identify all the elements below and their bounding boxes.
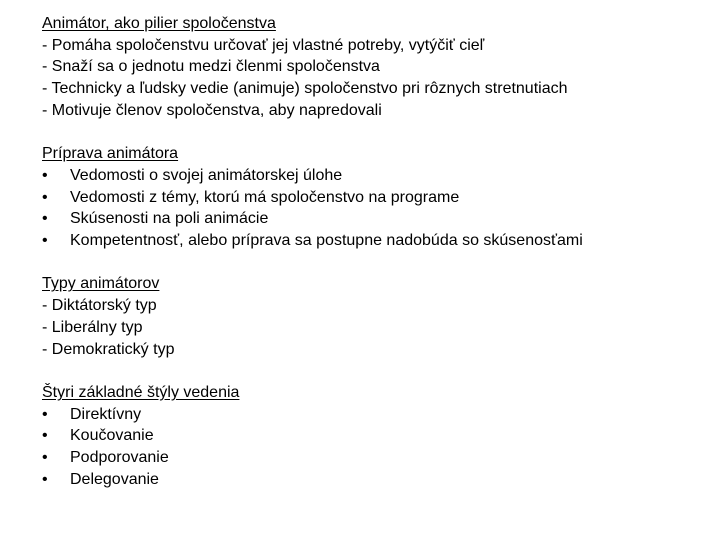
list-item — [42, 187, 712, 209]
section-animator-preparation — [42, 143, 712, 252]
document-page — [42, 13, 712, 512]
list-item-text: Podporovanie — [70, 449, 169, 467]
bullet-icon: • — [42, 188, 48, 206]
list-item: - Motivuje členov spoločenstva, aby napredovali — [42, 101, 382, 119]
list-item-text: Delegovanie — [70, 470, 159, 488]
list-item-text: Direktívny — [70, 405, 142, 423]
list-item-text: Kompetentnosť, alebo príprava sa postupne nadobúda so skúsenosťami — [70, 232, 583, 250]
list-item: - Pomáha spoločenstvu určovať jej vlastné potreby, vytýčiť cieľ — [42, 36, 485, 54]
bullet-icon: • — [42, 449, 48, 467]
section-leadership-styles — [42, 382, 712, 491]
list-item-text: Skúsenosti na poli animácie — [70, 210, 269, 228]
list-item: - Diktátorský typ — [42, 297, 157, 315]
section-heading: Typy animátorov — [42, 275, 160, 293]
list-item — [42, 404, 712, 426]
list-item: - Liberálny typ — [42, 318, 143, 336]
list-item: - Demokratický typ — [42, 340, 175, 358]
list-item: - Snaží sa o jednotu medzi členmi spoločenstva — [42, 58, 380, 76]
bullet-icon: • — [42, 405, 48, 423]
bullet-icon: • — [42, 470, 48, 488]
list-item — [42, 425, 712, 447]
list-item — [42, 165, 712, 187]
list-item-text: Vedomosti o svojej animátorskej úlohe — [70, 166, 343, 184]
list-item — [42, 230, 712, 252]
bullet-icon: • — [42, 210, 48, 228]
bullet-icon: • — [42, 232, 48, 250]
section-heading: Príprava animátora — [42, 145, 179, 163]
section-heading: Štyri základné štýly vedenia — [42, 383, 240, 401]
bullet-icon: • — [42, 166, 48, 184]
section-heading: Animátor, ako pilier spoločenstva — [42, 15, 276, 32]
bullet-icon: • — [42, 427, 48, 445]
section-animator-pillar — [42, 13, 712, 122]
section-animator-types — [42, 273, 712, 360]
list-item — [42, 469, 712, 491]
list-item — [42, 208, 712, 230]
list-item: - Technicky a ľudsky vedie (animuje) spoločenstvo pri rôznych stretnutiach — [42, 80, 568, 98]
list-item — [42, 447, 712, 469]
list-item-text: Vedomosti z témy, ktorú má spoločenstvo na programe — [70, 188, 460, 206]
list-item-text: Koučovanie — [70, 427, 154, 445]
